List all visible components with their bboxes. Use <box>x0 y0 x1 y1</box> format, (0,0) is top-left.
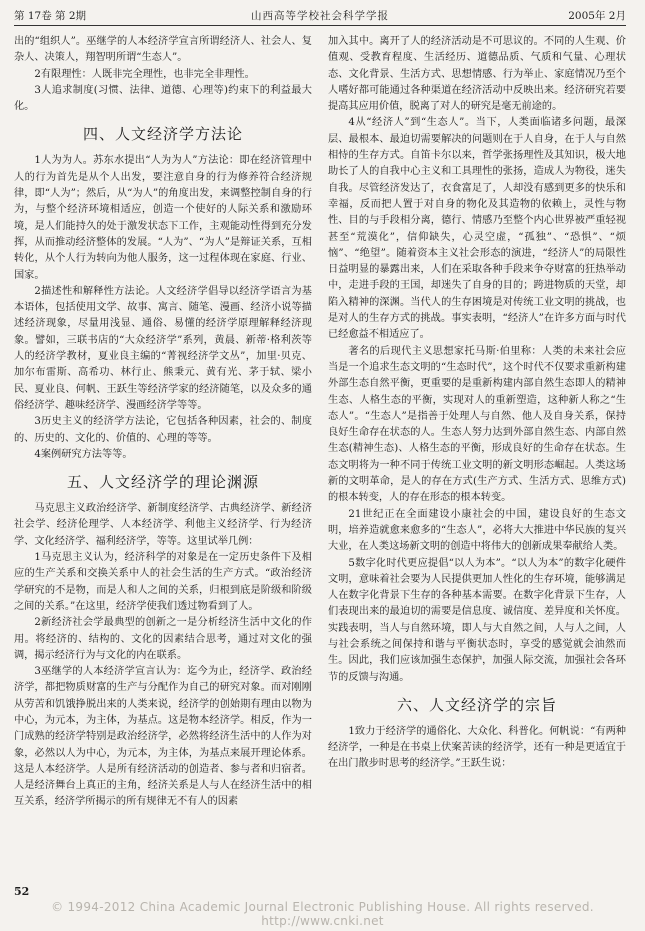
paragraph: 2描述性和解释性方法论。人文经济学倡导以经济学语言为基本语体，包括使用文学、故事、寓言、随笔、漫画、经济小说等描述经济现象，尽量用浅显、通俗、易懂的经济学原理解释经济现象。譬如，三联书店的“大众经济学”系列，黄晨、新蒂·格利茨等人的经济学教材，夏业良主编的“菁视经济学文丛”，加里·贝克、加尔布雷斯、高希功、林行止、熊秉元、黄有光、茅于轼、梁小民、夏业良、何帆、王跃生等经济学家的经济随笔，以及众多的通俗经济学、趣味经济学、漫画经济学等等。 <box>14 285 312 411</box>
running-header <box>14 8 626 24</box>
paragraph: 出的“组织人”。巫继学的人本经济学宣言所谓经济人、社会人、复杂人、决策人，翔智明所谓“生态人”。 <box>14 36 312 64</box>
section-heading-6: 六、人文经济学的宗旨 <box>396 695 557 714</box>
section-heading-5: 五、人文经济学的理论渊源 <box>66 473 259 492</box>
page-number: 52 <box>14 885 30 898</box>
paragraph: 加入其中。离开了人的经济活动是不可思议的。不同的人生观、价值观、受教育程度、生活经历、道德品质、气质和气量、心理状态、文化背景、生活方式、思想情感、行为举止、家庭情况乃至个人嗜好都可能通过各种渠道在经济活动中反映出来。经济研究若要提高其应用价值，脱离了对人的研究是毫无前途的。 <box>328 36 626 113</box>
paragraph: 3历史主义的经济学方法论，它包括各种因素，社会的、制度的、历史的、文化的、价值的、心理的等等。 <box>14 416 312 444</box>
left-column <box>14 34 312 811</box>
paragraph: 2有限理性：人既非完全理性，也非完全非理性。 <box>34 68 255 80</box>
paragraph: 3巫继学的人本经济学宣言认为：迄今为止，经济学、政治经济学，都把物质财富的生产与分配作为自己的研究对象。而对刚刚从劳苦和饥饿挣脱出来的人类来说，经济学的创始期有理由以物为中心，为元本，为主体，为基点。这是物本经济学。相反，作为一门成熟的经济学特别是政治经济学，必然将经济生活中的人作为对象，必然以人为中心，为元本，为主体，为基点来展开理论体系。这是人本经济学。人是所有经济活动的创造者、参与者和归宿者。人是经济舞台上真正的主角，经济关系是人与人在经济生活中的相互关系，经济学所揭示的所有规律无不有人的因素 <box>14 666 312 808</box>
journal-title: 山西高等学校社会科学学报 <box>251 10 389 22</box>
paragraph: 马克思主义政治经济学、新制度经济学、古典经济学、新经济社会学、经济伦理学、人本经济学、利他主义经济学、行为经济学、文化经济学、福利经济学，等等。这里试举几例： <box>14 503 312 547</box>
right-column <box>328 34 626 773</box>
paragraph: 21世纪正在全面建设小康社会的中国，建设良好的生态文明，培养造就愈来愈多的“生态人”，必将大大推进中华民族的复兴大业，在人类这场新文明的创造中将伟大的创新成果奉献给人类。 <box>328 508 626 553</box>
paragraph: 著名的后现代主义思想家托马斯·伯里称：人类的未来社会应当是一个追求生态文明的“生态时代”，这个时代不仅要求重新构建外部生态自然平衡，更重要的是重新构建内部自然生态即人的精神生态、人格生态的平衡，实现对人的重新塑造，这种新人称之“生态人”。“生态人”是指善于处理人与自然、他人及自身关系，保持良好生命存在状态的人。生态人努力达到外部自然生态、内部自然生态(精神生态)、人格生态的平衡，形成良好的生命存在状态。生态文明将为一种不同于传统工业文明的新文明形态崛起。人类这场新的文明革命，是人的存在方式(生产方式、生活方式、思维方式)的根本转变，人的存在形态的根本转变。 <box>328 345 626 504</box>
section-heading-4: 四、人文经济学方法论 <box>82 125 243 144</box>
paragraph: 4案例研究方法等等。 <box>34 448 133 460</box>
header-rule <box>14 25 626 26</box>
copyright-footer: © 1994-2012 China Academic Journal Electronic Publishing House. All rights reserved. http://www.cnki.net <box>51 900 594 928</box>
paragraph: 1马克思主义认为，经济科学的对象是在一定历史条件下及相应的生产关系和交换关系中人的社会生活的生产方式。“政治经济学研究的不是物，而是人和人之间的关系，归根到底是阶级和阶级之间的关系。”在这里，经济学使我们透过物看到了人。 <box>14 552 312 612</box>
paragraph: 1致力于经济学的通俗化、大众化、科普化。何帆说：“有两种经济学，一种是在书桌上伏案苦读的经济学，还有一种是更适宜于在出门散步时思考的经济学。”王跃生说： <box>328 725 626 770</box>
paragraph: 5数字化时代更应提倡“以人为本”。“以人为本”的数字化硬件文明，意味着社会要为人民提供更加人性化的生存环境，能够满足人在数字化背景下生存的各种基本需要。在数字化背景下生存，人们表现出来的最迫切的需要是信息度、诚信度、差异度和关怀度。实践表明，当人与自然环境，即人与大自然之间，人与人之间，人与社会系统之间保持和谐与平衡状态时，享受的感觉就会油然而生。因此，我们应该加强生态保护，加强人际交流，加强社会各环节的反馈与沟通。 <box>328 557 626 683</box>
paragraph: 3人追求制度(习惯、法律、道德、心理等)约束下的利益最大化。 <box>14 84 312 113</box>
issue-date: 2005年 2月 <box>568 10 626 22</box>
issue-label: 第 17卷 第 2期 <box>14 10 87 22</box>
paragraph: 1人为为人。苏东水提出“人为为人”方法论：即在经济管理中人的行为首先是从个人出发，要注意自身的行为修养符合经济规律，即“人为”；然后，从“为人”的角度出发，来调整控制自身的行为，与整个经济环境相适应，创造一个使好的人际关系和激励环境，是人们能持久的处于激发状态下工作，主观能动性得到充分发挥，从而推动经济整体的发展。“人为”、“为人”是辩证关系，互相转化，从个人行为转向为他人服务，这一过程体现在家庭、行业、国家。 <box>14 155 312 281</box>
paragraph: 4从“经济人”到“生态人”。当下，人类面临诸多问题，最深层、最根本、最迫切需要解决的问题则在于人自身，在于人与自然相恃的生存方式。自笛卡尔以来，哲学张扬理性及其知识，极大地助长了人的自我中心主义和工具理性的张扬，造成人为物役，迷失自我。尽管经济发达了，衣食富足了，人却没有感到更多的快乐和幸福，反而把人置于对自身的物化及其造物的依赖上，灵性与物性、目的与手段相分离，德行、情感乃至整个内心世界被严重轻视甚至“荒漠化”，信仰缺失，心灵空虚，“孤独”、“恐惧”、“烦恼”、“绝望”。随着资本主义社会形态的演进，“经济人”的局限性日益明显的暴露出来，人们在采取各种手段来争夺财富的狂热举动中，走进手段的王国，却迷失了自身的目的；跨进物质的天堂，却陷入精神的深渊。当代人的生存困境是对传统工业文明的挑战，也是对人的生存方式的挑战。事实表明，“经济人”在许多方面与时代已经愈益不相适应了。 <box>328 117 626 341</box>
paragraph: 2新经济社会学最典型的创新之一是分析经济生活中文化的作用。将经济的、结构的、文化的因素结合思考，通过对文化的强调，揭示经济行为与文化的内在联系。 <box>14 617 312 661</box>
